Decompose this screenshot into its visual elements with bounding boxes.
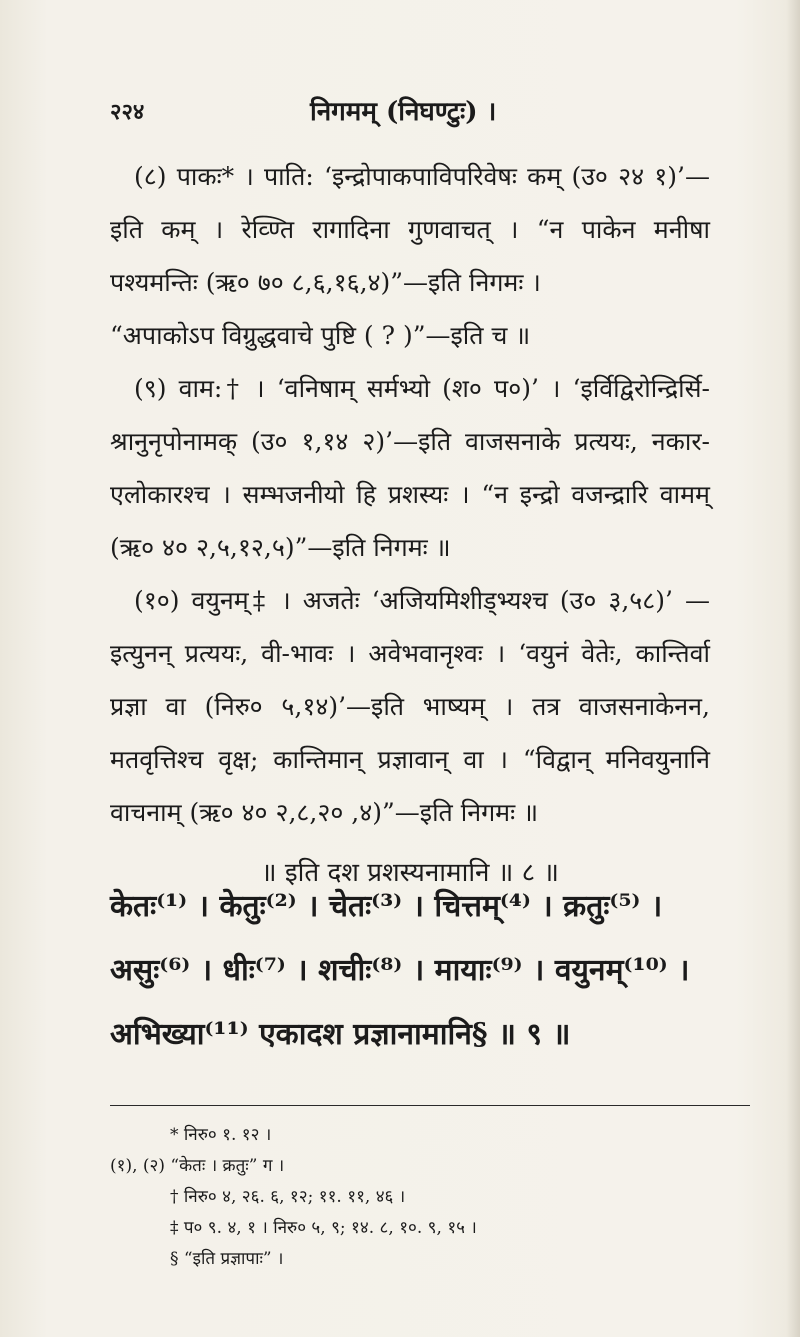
page-number: २२४ — [110, 99, 145, 125]
footnote: ‡ प० ९. ४, १ । निरु० ५, ९; १४. ८, १०. ९, १५ । — [170, 1218, 477, 1238]
footnote: (१), (२) “केतः । क्रतुः” ग । — [110, 1156, 285, 1176]
footnote-divider — [110, 1105, 750, 1106]
paragraph-vama: (९) वाम:† । ‘वनिषाम् सर्मभ्यो (श० प०)’ । ‘इर्विद्विरोन्द्रिर्सि-श्रानुनृपोनामक् (उ० १,१४ २)’—इति वाजसनाके प्रत्ययः, नकार-एलोकारश्च । सम्भजनीयो हि प्रशस्यः । “न इन्द्रो वजन्द्रारि वामम् (ऋ० ४० २,५,१२,५)”—इति निगमः ॥ — [110, 374, 710, 562]
page-edge-shadow — [786, 0, 800, 1337]
section-end-marker: ॥ इति दश प्रशस्यनामानि ॥ ८ ॥ — [261, 858, 559, 888]
footnote: § “इति प्रज्ञापाः” । — [170, 1249, 284, 1269]
paragraph-paka: (८) पाकः* । पाति: ‘इन्द्रोपाकपाविपरिवेषः कम् (उ० २४ १)’—इति कम् । रेव्ण्ति रागादिना गुणवाचत् । “न पाकेन मनीषा पश्यमन्तिः (ऋ० ७० ८,६,१६,४)”—इति निगमः । — [110, 162, 710, 297]
paragraph-vayuna: (१०) वयुनम्‡ । अजतेः ‘अजियमिशीड्भ्यश्च (उ० ३,५८)’ —इत्युनन् प्रत्ययः, वी-भावः । अवेभवानृश्वः । ‘वयुनं वेतेः, कान्तिर्वा प्रज्ञा वा (निरु० ५,१४)’—इति भाष्यम् । तत्र वाजसनाकेनन, मतवृत्तिश्च वृक्ष; कान्तिमान् प्रज्ञावान् वा । “विद्वान् मनिवयुनानि वाचनाम् (ऋ० ४० २,८,२० ,४)”—इति निगमः ॥ — [110, 586, 710, 827]
footnote: * निरु० १. १२ । — [170, 1125, 272, 1145]
body-text — [110, 150, 710, 901]
paragraph-paka-quote: “अपाकोऽप विग्रुद्धवाचे पुष्टि ( ? )”—इति च ॥ — [110, 321, 531, 350]
running-title: निगमम् (निघण्टुः) । — [310, 97, 497, 127]
page-header — [110, 90, 710, 126]
verse-line: असुः⁽⁶⁾ । धीः⁽⁷⁾ । शचीः⁽⁸⁾ । मायाः⁽⁹⁾ । वयुनम्⁽¹⁰⁾ । — [110, 953, 690, 988]
footnotes — [110, 1120, 710, 1275]
verse-block — [110, 875, 730, 1067]
verse-line: अभिख्या⁽¹¹⁾ एकादश प्रज्ञानामानि§ ॥ ९ ॥ — [110, 1017, 571, 1052]
verse-line: केतः⁽¹⁾ । केतुः⁽²⁾ । चेतः⁽³⁾ । चित्तम्⁽⁴⁾ । क्रतुः⁽⁵⁾ । — [110, 889, 663, 924]
footnote: † निरु० ४, २६. ६, १२; ११. ११, ४६ । — [170, 1187, 406, 1207]
